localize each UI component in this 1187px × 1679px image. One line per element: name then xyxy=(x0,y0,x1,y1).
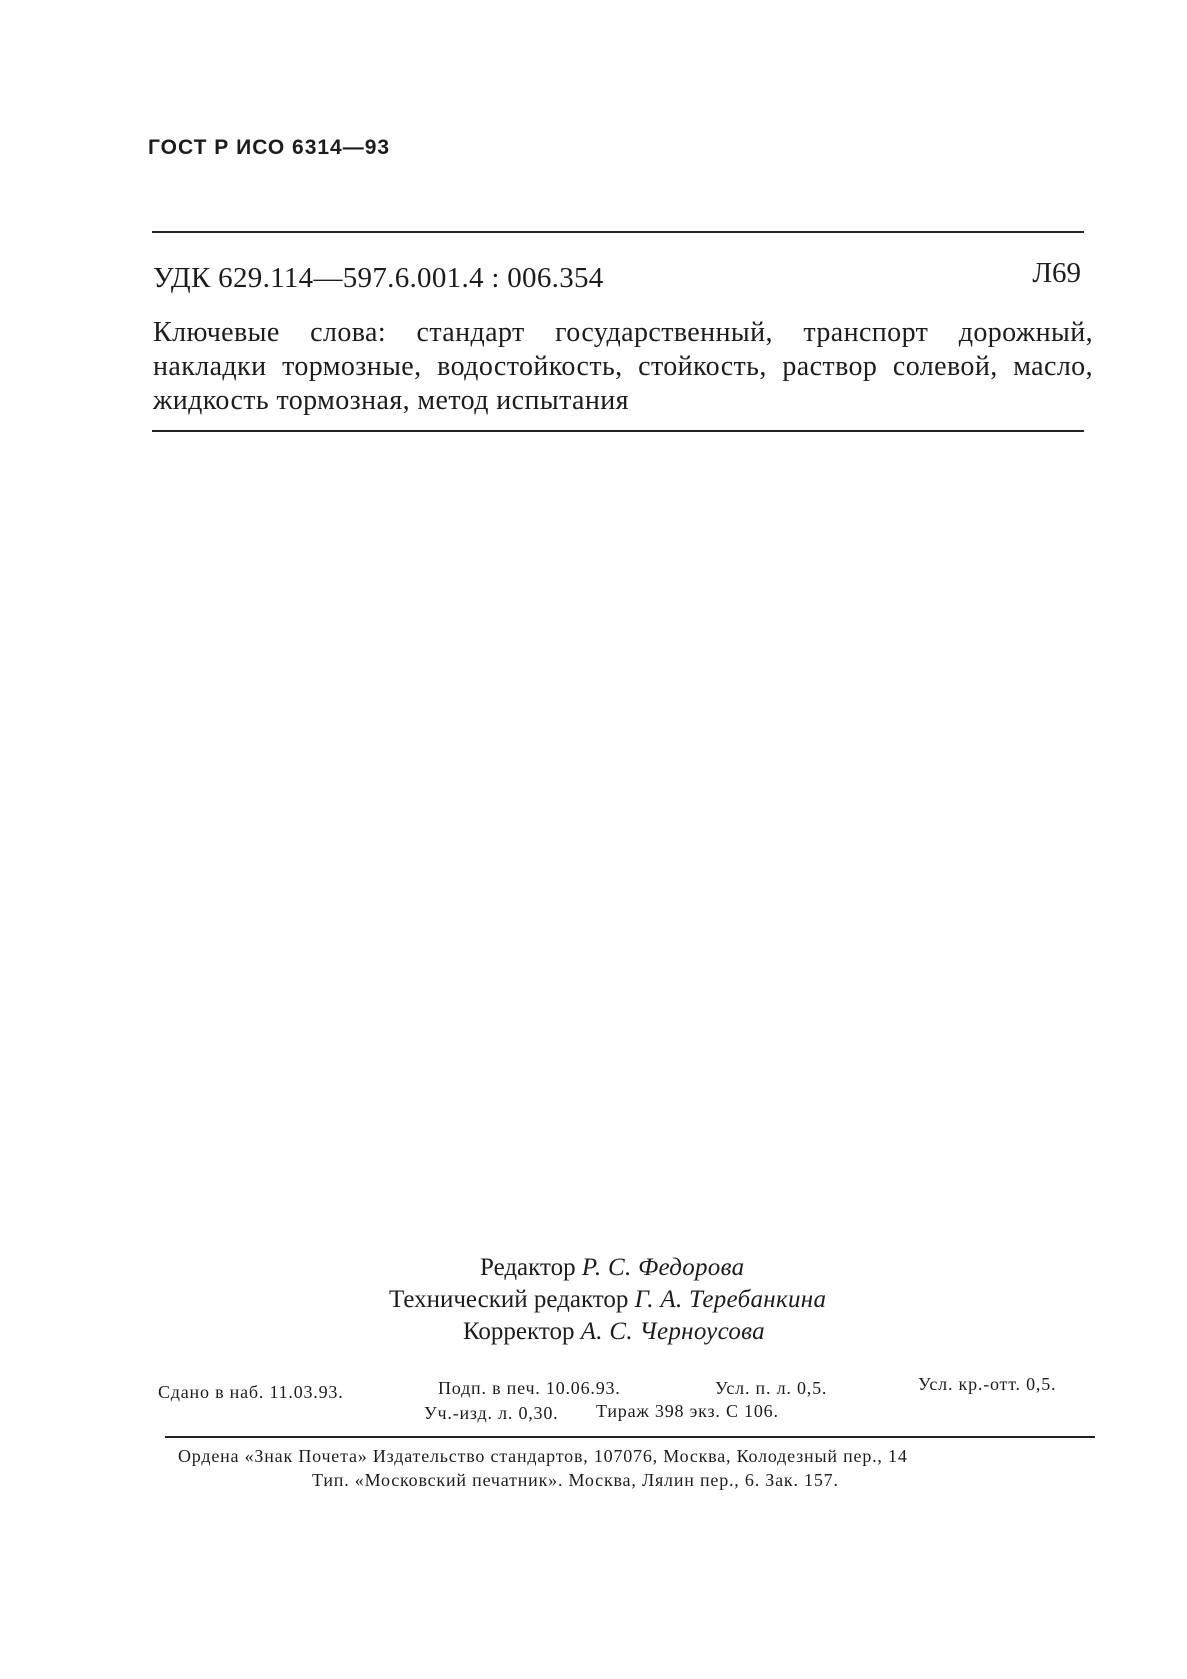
top-divider xyxy=(152,231,1084,233)
credit-editor xyxy=(480,1252,744,1284)
imprint-circulation: Тираж 398 экз. С 106. xyxy=(596,1401,779,1421)
credit-name: Р. С. Федорова xyxy=(581,1254,745,1281)
imprint-color-prints: Усл. кр.-отт. 0,5. xyxy=(918,1374,1057,1394)
middle-divider xyxy=(152,430,1084,432)
imprint-print-sheets: Усл. п. л. 0,5. xyxy=(715,1378,828,1398)
document-code: ГОСТ Р ИСО 6314—93 xyxy=(148,136,391,159)
credit-role: Корректор xyxy=(463,1318,575,1345)
credit-role: Редактор xyxy=(480,1254,576,1281)
classification-group: Л69 xyxy=(1032,257,1081,289)
publisher-line-2: Тип. «Московский печатник». Москва, Лялин пер., 6. Зак. 157. xyxy=(312,1470,839,1490)
credit-name: А. С. Черноусова xyxy=(580,1318,765,1345)
credit-name: Г. А. Теребанкина xyxy=(634,1286,827,1313)
bottom-divider xyxy=(165,1436,1095,1438)
credit-proofreader xyxy=(463,1316,765,1348)
credit-role: Технический редактор xyxy=(389,1286,629,1313)
udc-code: УДК 629.114—597.6.001.4 : 006.354 xyxy=(153,262,604,294)
imprint-submitted: Сдано в наб. 11.03.93. xyxy=(158,1382,344,1402)
imprint-publisher-sheets: Уч.-изд. л. 0,30. xyxy=(424,1403,559,1423)
imprint-signed: Подп. в печ. 10.06.93. xyxy=(438,1378,621,1398)
publisher-line-1: Ордена «Знак Почета» Издательство стандартов, 107076, Москва, Колодезный пер., 14 xyxy=(178,1446,908,1466)
credit-technical-editor xyxy=(389,1284,826,1316)
keywords-paragraph: Ключевые слова: стандарт государственный, транспорт дорожный, накладки тормозные, водостойкость, стойкость, раствор солевой, масло, жидкость тормозная, метод испытания xyxy=(153,317,1093,416)
